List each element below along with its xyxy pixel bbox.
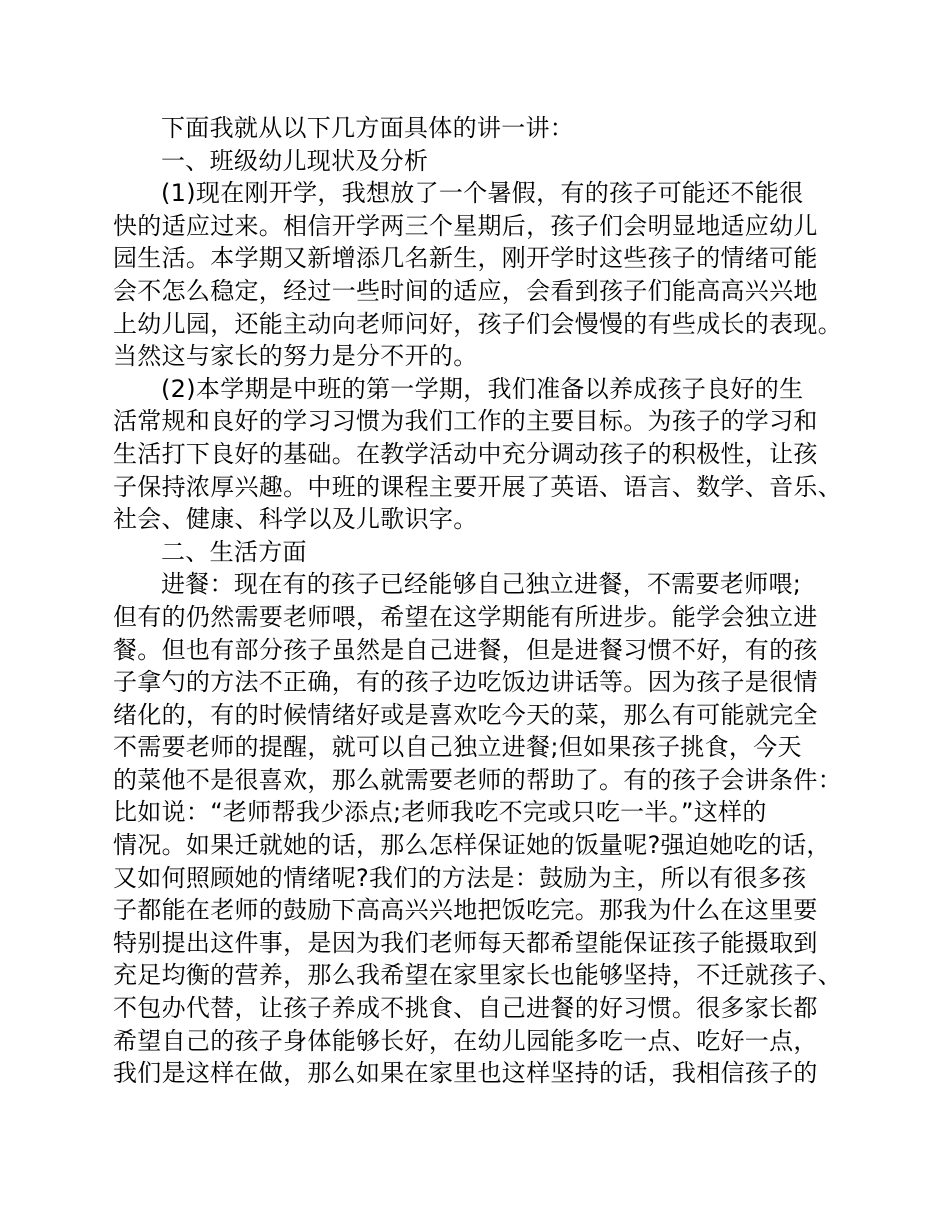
text-line: 一、班级幼儿现状及分析 (161, 146, 429, 175)
text-line: 希望自己的孩子身体能够长好，在幼儿园能多吃一点、吃好一点， (113, 1026, 818, 1055)
text-line: 充足均衡的营养，那么我希望在家里家长也能够坚持，不迁就孩子、 (113, 961, 842, 990)
text-line: 绪化的，有的时候情绪好或是喜欢吃今天的菜，那么有可能就完全 (113, 700, 818, 729)
text-line: 进餐：现在有的孩子已经能够自己独立进餐，不需要老师喂; (161, 570, 802, 599)
text-line: 上幼儿园，还能主动向老师问好，孩子们会慢慢的有些成长的表现。 (113, 309, 842, 338)
text-line: (1)现在刚开学，我想放了一个暑假，有的孩子可能还不能很 (161, 179, 804, 208)
text-line: 不包办代替，让孩子养成不挑食、自己进餐的好习惯。很多家长都 (113, 994, 818, 1023)
text-line: 餐。但也有部分孩子虽然是自己进餐，但是进餐习惯不好，有的孩 (113, 635, 818, 664)
text-line: 子都能在老师的鼓励下高高兴兴地把饭吃完。那我为什么在这里要 (113, 896, 818, 925)
text-line: 下面我就从以下几方面具体的讲一讲： (161, 114, 575, 142)
text-line: 比如说：“老师帮我少添点;老师我吃不完或只吃一半。”这样的 (113, 798, 767, 827)
text-line: 当然这与家长的努力是分不开的。 (113, 342, 478, 371)
text-line: 又如何照顾她的情绪呢?我们的方法是：鼓励为主，所以有很多孩 (113, 863, 807, 892)
text-line: 子保持浓厚兴趣。中班的课程主要开展了英语、语言、数学、音乐、 (113, 472, 842, 501)
text-line: 特别提出这件事，是因为我们老师每天都希望能保证孩子能摄取到 (113, 928, 818, 957)
text-line: 会不怎么稳定，经过一些时间的适应，会看到孩子们能高高兴兴地 (113, 276, 818, 305)
document-body (113, 112, 873, 1090)
text-line: 的菜他不是很喜欢，那么就需要老师的帮助了。有的孩子会讲条件： (113, 765, 842, 794)
text-line: 快的适应过来。相信开学两三个星期后，孩子们会明显地适应幼儿 (113, 211, 818, 240)
text-line: 子拿勺的方法不正确，有的孩子边吃饭边讲话等。因为孩子是很情 (113, 668, 818, 697)
text-line: 情况。如果迁就她的话，那么怎样保证她的饭量呢?强迫她吃的话， (113, 831, 831, 860)
text-line: 不需要老师的提醒，就可以自己独立进餐;但如果孩子挑食，今天 (113, 733, 802, 762)
text-line: 但有的仍然需要老师喂，希望在这学期能有所进步。能学会独立进 (113, 602, 818, 631)
text-line: 生活打下良好的基础。在教学活动中充分调动孩子的积极性，让孩 (113, 439, 818, 468)
text-line: 园生活。本学期又新增添几名新生，刚开学时这些孩子的情绪可能 (113, 244, 818, 273)
text-line: 我们是这样在做，那么如果在家里也这样坚持的话，我相信孩子的 (113, 1059, 818, 1088)
text-line: 二、生活方面 (161, 537, 307, 566)
text-line: 社会、健康、科学以及儿歌识字。 (113, 505, 478, 534)
text-line: 活常规和良好的学习习惯为我们工作的主要目标。为孩子的学习和 (113, 407, 818, 436)
text-line: (2)本学期是中班的第一学期，我们准备以养成孩子良好的生 (161, 374, 804, 403)
